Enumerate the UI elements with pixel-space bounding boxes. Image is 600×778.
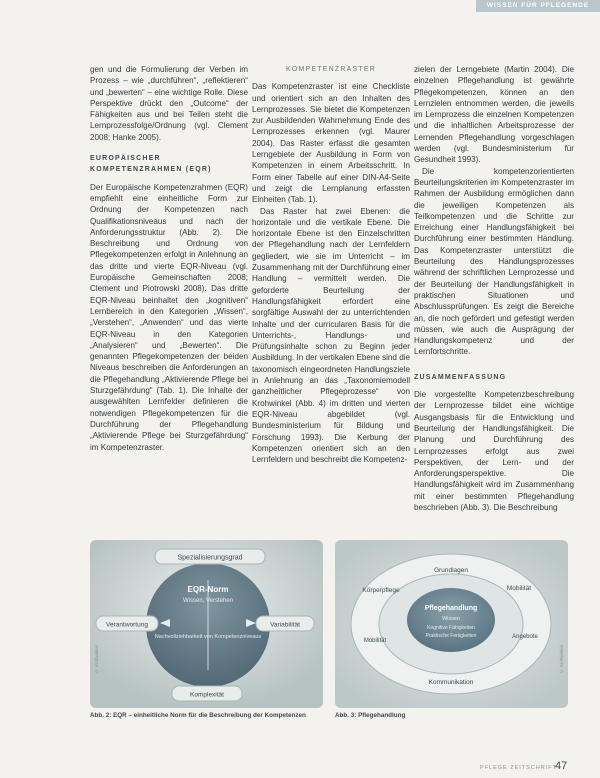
label-center-sub: Wissen, Verstehen xyxy=(182,598,234,604)
label-komplexitaet: Komplexität xyxy=(190,691,224,699)
label-inner-line1: Kognitive Fähigkeiten xyxy=(427,625,475,631)
label-pflegehandlung: Pflegehandlung xyxy=(424,605,478,612)
label-spezialisierungsgrad: Spezialisierungsgrad xyxy=(177,554,243,562)
label-grundlagen: Grundlagen xyxy=(434,567,468,574)
figure-pflegehandlung-diagram xyxy=(335,540,568,708)
text-column-1 xyxy=(90,64,248,453)
label-mobilitaet: Mobilität xyxy=(506,585,532,592)
paragraph: gen und die Formulierung der Verben im Prozess – wie „durchführen“, „reflektieren“ und „bewerten“ – eine wichtige Rolle. Diese Perspektive drückt den „Outcome“ der Fähigkeiten aus und bei Teilen steht die Lernprozessfolge/Ordnung (vgl. Clement 2008; Hanke 2005). xyxy=(90,65,248,142)
paragraph: Das Raster hat zwei Ebenen: die horizontale und die vertikale Ebene. Die horizontale Ebene ist den Einzelschritten der Pflegehandlung nach der Lernfeldern gegliedert, wie sie im Unterricht – im Zusammenhang mit der Durchführung einer Handlung – vermittelt werden. Die geforderte Beurteilung der Handlungsfähigkeit erfordert eine sorgfältige Auswahl der zu unterrichtenden Inhalte und der curricularen Basis für die Unterrichts-, Handlungs- und Prüfungsinhalte schon zu Beginn jeder Ausbildung. In der vertikalen Ebene sind die taxonomisch eingeordneten Handlungsziele in Anlehnung an das „Taxonomiemodell ganzheitlicher Pflegeprozesse“ von Krohwinkel (Abb. 4) im dritten und vierten EQR-Niveau abgebildet (vgl. Bundesministerium für Bildung und Forschung 1993). Die Kerbung der Kompetenzen orientiert sich an den Lernfeldern und beschreibt die Kompetenz- xyxy=(252,206,410,465)
label-inner-sub: Wissen xyxy=(441,616,461,622)
label-eqr-norm: EQR-Norm xyxy=(187,585,229,594)
label-koerperpflege: Körperpflege xyxy=(362,587,400,594)
paragraph: Der Europäische Kompetenzrahmen (EQR) empfiehlt eine einheitliche Form zur Ordnung der Kompetenzen nach Qualifikationsniveaus und nach der Anforderungsstruktur (Abb. 2). Die Beschreibung und Ordnung von Pflegekompetenzen erfolgt in Anlehnung an das dritte und vierte EQR-Niveau (vgl. Europäische Gemeinschaften 2008; Clement und Piotrowski 2008). Das dritte EQR-Niveau beinhaltet den „kognitiven“ Lernbereich in den Kategorien „Wissen“, „Verstehen“, „Anwenden“ und das vierte EQR-Niveau in den Kategorien „Analysieren“ und „Bewerten“. Die genannten Pflegekompetenzen der beiden Niveaus beschreiben die Anforderungen an die Pflegehandlung „Aktivierende Pflege bei Sturzgefährdung“ (Tab. 1). Die Inhalte der ausgewählten Lernfelder definieren die notwendigen Pflegekompetenzen für die Durchführung der Pflegehandlung „Aktivierende Pflege bei Sturzgefährdung“ im Kompetenzraster. xyxy=(90,182,248,452)
section-header-tab: WISSEN FÜR PFLEGENDE xyxy=(476,0,600,12)
figure-caption-2: Abb. 2: EQR – einheitliche Norm für die Beschreibung der Kompetenzen xyxy=(90,712,306,719)
section-heading-kompetenzraster: KOMPETENZRASTER xyxy=(286,66,376,73)
eqr-diagram-svg xyxy=(90,540,323,708)
figure-eqr-diagram xyxy=(90,540,323,708)
label-left-mid: Mobilität xyxy=(363,638,387,644)
label-verantwortung: Verantwortung xyxy=(106,621,148,629)
label-right-mid: Angebote xyxy=(512,634,538,640)
page-number: 47 xyxy=(555,760,568,772)
label-variabilitaet: Variabilität xyxy=(270,621,300,629)
paragraph: Das Kompetenzraster ist eine Checkliste und orientiert sich an den Inhalten des Lernprozesses. Sie bietet die Kompetenzen zur Ausbildenden Wahrnehmung Ende des Lernprozesses erkennen (vgl. Maurer 2004). Das Raster erfasst die gesamten Lerngebiete der Ausbildung in Form von Kompetenzen in einem Arbeitsschritt. In Form einer Tabelle auf einer DIN-A4-Seite und zeigt die Lernplanung erfassten Einheiten (Tab. 1). xyxy=(252,82,410,205)
section-heading-eqr: EUROPÄISCHER KOMPETENZRAHMEN (EQR) xyxy=(90,155,212,174)
label-inner-line2: Praktische Fertigkeiten xyxy=(425,633,477,639)
paragraph: Die vorgestellte Kompetenzbeschreibung der Lernprozesse bildet eine wichtige Ausgangsbasis für die Entwicklung und Beurteilung der Handlungsfähigkeit. Die Planung und Durchführung des Lernprozesses erfolgt aus zwei Perspektiven, der Lern- und der Anforderungsperspektive. Die Handlungsfähigkeit wird im Zusammenhang mit einer bestimmten Pflegehandlung beschrieben (Abb. 3). Die Beschreibung xyxy=(414,390,574,512)
label-center-text: Nachvollziehbarkeit von Kompetenzniveaus xyxy=(154,634,262,640)
pflege-diagram-svg xyxy=(335,540,568,708)
paragraph: Die kompetenzorientierten Beurteilungskriterien im Kompetenzraster im Rahmen der Ausbildung ermöglichen dann die jeweiligen Kompetenzen als Teilkompetenzen und die Schritte zur Erreichung einer Handlungsfähigkeit bei Durchführung einer bestimmten Handlung. Das Kompetenzraster unterstützt die Beurteilung des Handlungsprozesses während der schriftlichen Lernprozesse und der Beurteilung der Handlungsfähigkeit in praktischen Situationen und Abschlussprüfungen. Es zeigt die Bereiche an, die noch gefördert und gefestigt werden müssen, wie auch die Ausprägung der Handlungskompetenz und der Lernfortschritte. xyxy=(414,166,574,357)
paragraph: zielen der Lerngebiete (Martin 2004). Die einzelnen Pflegehandlung ist gewährte Pflegekompetenzen, können an den Lernzielen entnommen werden, die jeweils im Lernprozess die einzelnen Kompetenzen und die inhaltlichen Arbeitsprozesse der Lernenden Pflegehandlung vorgeschlagen werden (vgl. Bundesministerium für Gesundheit 1993). xyxy=(414,65,574,165)
text-column-2 xyxy=(252,64,410,465)
section-heading-zusammenfassung: ZUSAMMENFASSUNG xyxy=(414,373,507,381)
copyright-note: © Krohwinkel xyxy=(94,645,99,674)
copyright-note: © Krohwinkel xyxy=(559,645,564,674)
label-kommunikation: Kommunikation xyxy=(428,679,474,686)
journal-footer: PFLEGE ZEITSCHRIFT xyxy=(480,765,557,771)
text-column-3 xyxy=(414,64,574,513)
figure-caption-3: Abb. 3: Pflegehandlung xyxy=(335,712,406,719)
